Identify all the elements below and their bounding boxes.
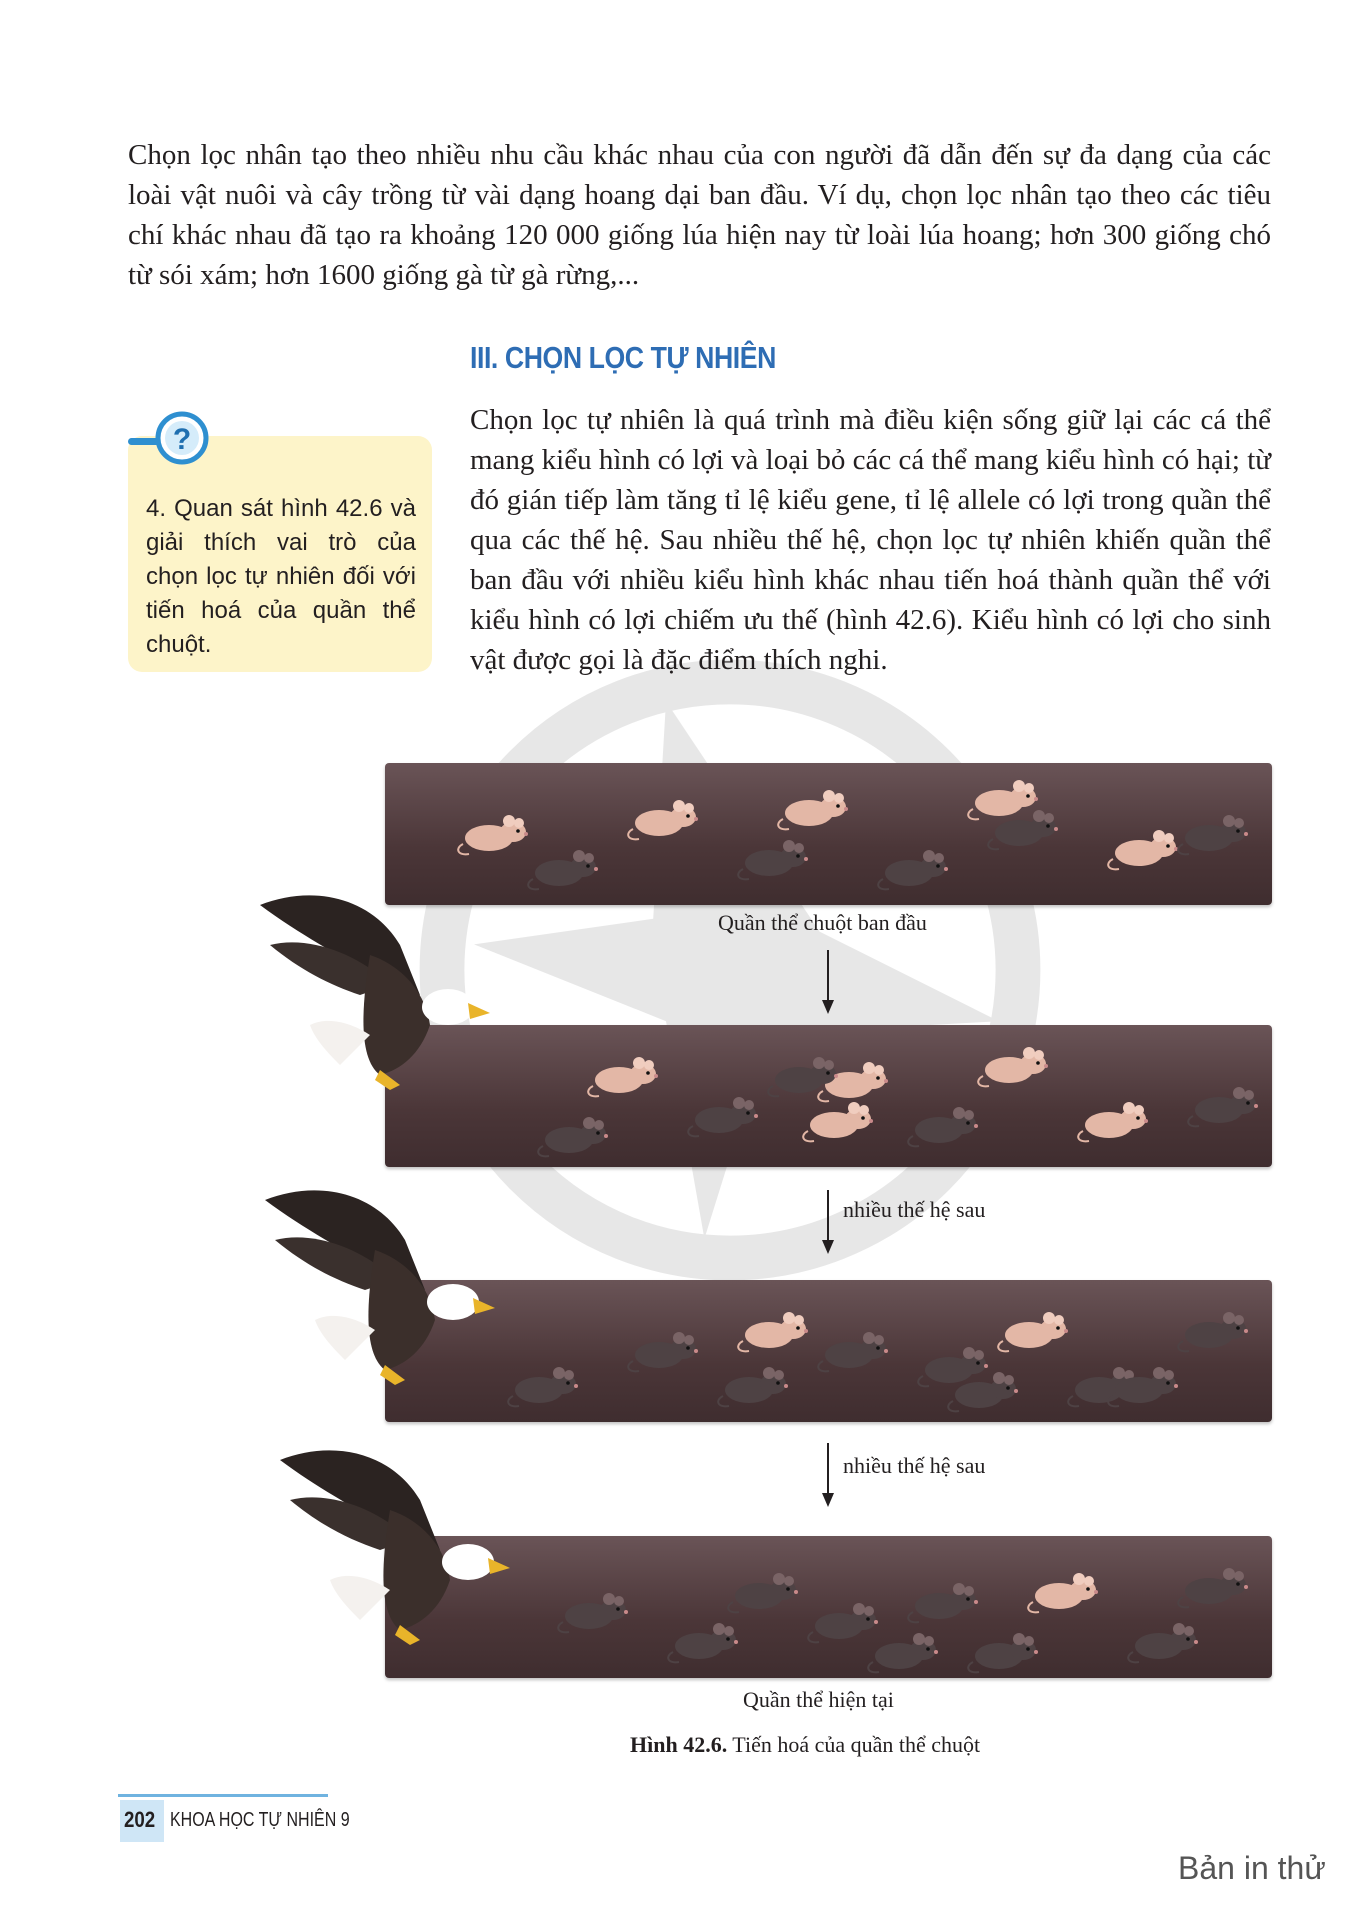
label-many-generations-1: nhiều thế hệ sau <box>843 1197 986 1222</box>
light-mouse-icon <box>585 1050 665 1100</box>
question-text: 4. Quan sát hình 42.6 và giải thích vai trò của chọn lọc tự nhiên đối với tiến hoá của quần thể chuột. <box>146 495 416 658</box>
dark-mouse-icon <box>1175 1305 1255 1355</box>
light-mouse-icon <box>625 793 705 843</box>
label-initial-population: Quần thể chuột ban đầu <box>718 910 927 935</box>
light-mouse-icon <box>775 783 855 833</box>
dark-mouse-icon <box>625 1325 705 1375</box>
dark-mouse-icon <box>985 803 1065 853</box>
light-mouse-icon <box>455 808 535 858</box>
eagle-icon <box>250 885 490 1095</box>
light-mouse-icon <box>735 1305 815 1355</box>
dark-mouse-icon <box>535 1110 615 1160</box>
dark-mouse-icon <box>665 1616 745 1666</box>
population-band-3 <box>385 1280 1272 1422</box>
section-title: III. CHỌN LỌC TỰ NHIÊN <box>470 340 776 375</box>
print-note: Bản in thử <box>1178 1850 1326 1886</box>
light-mouse-icon <box>995 1305 1075 1355</box>
eagle-icon <box>255 1180 495 1390</box>
eagle-icon <box>270 1440 510 1650</box>
dark-mouse-icon <box>965 1626 1045 1676</box>
dark-mouse-icon <box>1175 808 1255 858</box>
dark-mouse-icon <box>905 1100 985 1150</box>
watermark-logo <box>410 650 1050 1290</box>
light-mouse-icon <box>1025 1566 1105 1616</box>
dark-mouse-icon <box>725 1566 805 1616</box>
dark-mouse-icon <box>1175 1561 1255 1611</box>
svg-text:?: ? <box>172 423 192 456</box>
light-mouse-icon <box>1075 1095 1155 1145</box>
dark-mouse-icon <box>685 1090 765 1140</box>
question-magnifier-icon <box>126 408 210 468</box>
book-title: KHOA HỌC TỰ NHIÊN 9 <box>170 1809 350 1831</box>
dark-mouse-icon <box>905 1576 985 1626</box>
dark-mouse-icon <box>1125 1616 1205 1666</box>
intro-paragraph: Chọn lọc nhân tạo theo nhiều nhu cầu khác nhau của con người đã dẫn đến sự đa dạng của các loài vật nuôi và cây trồng từ vài dạng hoang dại ban đầu. Ví dụ, chọn lọc nhân tạo theo các tiêu chí khác nhau đã tạo ra khoảng 120 000 giống lúa hiện nay từ loài lúa hoang; hơn 300 giống chó từ sói xám; hơn 1600 giống gà từ gà rừng,... <box>128 139 1271 291</box>
dark-mouse-icon <box>505 1360 585 1410</box>
figure-caption-text: Tiến hoá của quần thể chuột <box>727 1732 981 1757</box>
dark-mouse-icon <box>1185 1080 1265 1130</box>
dark-mouse-icon <box>945 1365 1025 1415</box>
dark-mouse-icon <box>525 843 605 893</box>
label-many-generations-2: nhiều thế hệ sau <box>843 1453 986 1478</box>
arrow-down-icon <box>820 1190 836 1254</box>
dark-mouse-icon <box>765 1050 845 1100</box>
dark-mouse-icon <box>555 1586 635 1636</box>
dark-mouse-icon <box>735 833 815 883</box>
light-mouse-icon <box>1105 823 1185 873</box>
arrow-down-icon <box>820 950 836 1014</box>
dark-mouse-icon <box>815 1325 895 1375</box>
light-mouse-icon <box>800 1095 880 1145</box>
section-paragraph: Chọn lọc tự nhiên là quá trình mà điều kiện sống giữ lại các cá thể mang kiểu hình có lợi và loại bỏ các cá thể mang kiểu hình có hại; từ đó gián tiếp làm tăng tỉ lệ kiểu gene, tỉ lệ allele có lợi trong quần thể qua các thế hệ. Sau nhiều thế hệ, chọn lọc tự nhiên khiến quần thể ban đầu với nhiều kiểu hình khác nhau tiến hoá thành quần thể với kiểu hình có lợi chiếm ưu thế (hình 42.6). Kiểu hình có lợi cho sinh vật được gọi là đặc điểm thích nghi. <box>470 404 1271 676</box>
population-band-initial <box>385 763 1272 905</box>
footer-rule <box>118 1794 328 1797</box>
dark-mouse-icon <box>715 1360 795 1410</box>
population-band-2 <box>385 1025 1272 1167</box>
figure-caption-number: Hình 42.6. <box>630 1732 728 1757</box>
arrow-down-icon <box>820 1443 836 1507</box>
figure-caption <box>630 1732 980 1758</box>
page-number: 202 <box>124 1807 156 1832</box>
dark-mouse-icon <box>875 843 955 893</box>
dark-mouse-icon <box>1105 1360 1185 1410</box>
light-mouse-icon <box>975 1040 1055 1090</box>
population-band-current <box>385 1536 1272 1678</box>
question-box <box>128 436 432 672</box>
dark-mouse-icon <box>865 1626 945 1676</box>
label-current-population: Quần thể hiện tại <box>743 1687 894 1712</box>
